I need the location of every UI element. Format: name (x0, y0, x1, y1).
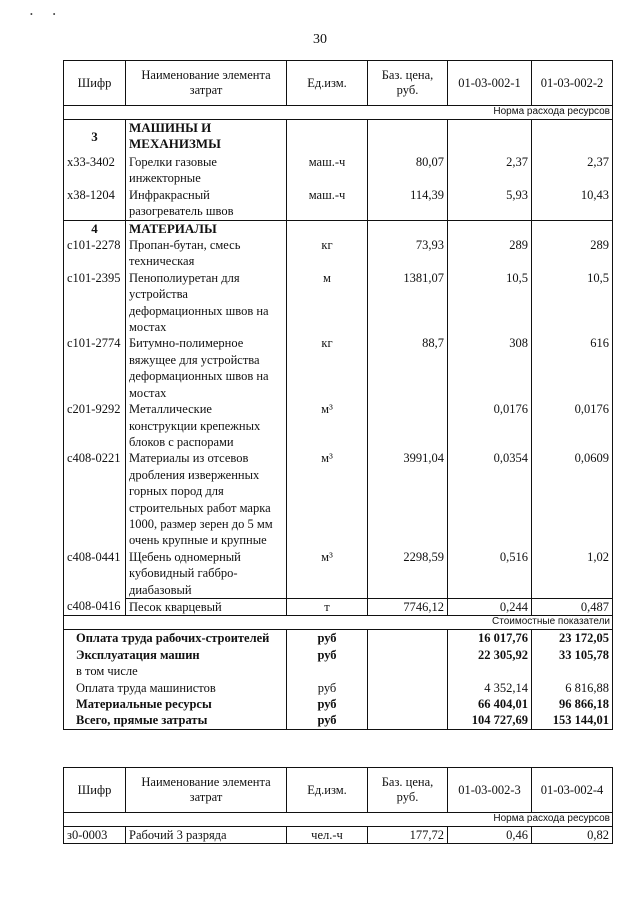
header-price: Баз. цена, руб. (368, 768, 448, 813)
total-unit: руб (287, 680, 368, 696)
norm-label-row (64, 106, 613, 120)
row-price: 177,72 (368, 827, 448, 844)
row-unit: чел.-ч (287, 827, 368, 844)
total-name: Всего, прямые затраты (64, 712, 287, 729)
section-row (64, 220, 613, 237)
total-name: Материальные ресурсы (64, 696, 287, 712)
row-code: с201-9292 (64, 401, 126, 450)
total-row (64, 647, 613, 663)
header-col-a: 01-03-002-1 (448, 61, 532, 106)
total-row (64, 680, 613, 696)
row-code: с408-0416 (64, 598, 126, 615)
total-value-b: 23 172,05 (532, 630, 613, 647)
row-value-b: 616 (532, 335, 613, 401)
header-name: Наименование элемента затрат (126, 61, 287, 106)
norm-label: Норма расхода ресурсов (64, 813, 613, 827)
row-unit: м³ (287, 549, 368, 599)
total-unit: руб (287, 647, 368, 663)
row-name: Битумно-полимерное вяжущее для устройства деформационных швов на мостах (126, 335, 287, 401)
row-value-a: 2,37 (448, 154, 532, 187)
total-unit: руб (287, 630, 368, 647)
row-name: Инфракрасный разогреватель швов (126, 187, 287, 220)
row-price: 88,7 (368, 335, 448, 401)
header-unit: Ед.изм. (287, 768, 368, 813)
page-number: 30 (313, 32, 327, 47)
row-name: Рабочий 3 разряда (126, 827, 287, 844)
row-unit: м³ (287, 450, 368, 548)
total-unit: руб (287, 696, 368, 712)
total-row (64, 696, 613, 712)
row-value-b: 10,5 (532, 270, 613, 336)
row-value-b: 0,82 (532, 827, 613, 844)
total-value-a: 4 352,14 (448, 680, 532, 696)
row-unit: маш.-ч (287, 187, 368, 220)
row-unit: м³ (287, 401, 368, 450)
row-price: 3991,04 (368, 450, 448, 548)
row-unit: м (287, 270, 368, 336)
table-row (64, 270, 613, 336)
header-col-a: 01-03-002-3 (448, 768, 532, 813)
header-price: Баз. цена, руб. (368, 61, 448, 106)
row-name: Песок кварцевый (126, 598, 287, 615)
total-value-b: 153 144,01 (532, 712, 613, 729)
row-value-b: 0,0609 (532, 450, 613, 548)
total-row (64, 630, 613, 647)
row-value-a: 0,0176 (448, 401, 532, 450)
row-code: х38-1204 (64, 187, 126, 220)
header-code: Шифр (64, 61, 126, 106)
total-name: Эксплуатация машин (64, 647, 287, 663)
row-value-a: 308 (448, 335, 532, 401)
total-value-a: 104 727,69 (448, 712, 532, 729)
total-value-b: 33 105,78 (532, 647, 613, 663)
cost-label-row (64, 616, 613, 630)
section-title: МАШИНЫ И МЕХАНИЗМЫ (126, 120, 287, 155)
row-code: с101-2278 (64, 237, 126, 270)
row-name: Материалы из отсевов дробления изверженных горных пород для строительных работ марка 1000, размер зерен до 5 мм очень крупные и крупные (126, 450, 287, 548)
total-value-a: 66 404,01 (448, 696, 532, 712)
row-code: с408-0441 (64, 549, 126, 599)
row-price: 1381,07 (368, 270, 448, 336)
resource-table-2 (63, 767, 613, 844)
row-code: с101-2395 (64, 270, 126, 336)
header-unit: Ед.изм. (287, 61, 368, 106)
row-price: 73,93 (368, 237, 448, 270)
row-name: Металлические конструкции крепежных блоков с распорами (126, 401, 287, 450)
row-code: х33-3402 (64, 154, 126, 187)
table-row (64, 827, 613, 844)
table-row (64, 401, 613, 450)
table-row (64, 598, 613, 615)
total-row (64, 712, 613, 729)
table-row (64, 335, 613, 401)
total-name: Оплата труда машинистов (64, 680, 287, 696)
row-value-b: 1,02 (532, 549, 613, 599)
row-price: 7746,12 (368, 598, 448, 615)
total-unit: руб (287, 712, 368, 729)
row-price: 80,07 (368, 154, 448, 187)
table-header-row (64, 61, 613, 106)
row-name: Щебень одномерный кубовидный габбро-диабазовый (126, 549, 287, 599)
norm-label: Норма расхода ресурсов (64, 106, 613, 120)
row-value-b: 0,487 (532, 598, 613, 615)
table-row (64, 450, 613, 548)
cost-label: Стоимостные показатели (64, 616, 613, 630)
resource-table-1 (63, 60, 613, 730)
section-title: МАТЕРИАЛЫ (126, 220, 287, 237)
row-price: 2298,59 (368, 549, 448, 599)
row-value-a: 289 (448, 237, 532, 270)
table-row (64, 549, 613, 599)
table-row (64, 237, 613, 270)
header-col-b: 01-03-002-4 (532, 768, 613, 813)
row-name: Пропан-бутан, смесь техническая (126, 237, 287, 270)
row-value-b: 10,43 (532, 187, 613, 220)
total-value-b: 6 816,88 (532, 680, 613, 696)
row-value-a: 0,516 (448, 549, 532, 599)
total-value-a: 22 305,92 (448, 647, 532, 663)
row-code: с101-2774 (64, 335, 126, 401)
row-value-b: 0,0176 (532, 401, 613, 450)
header-name: Наименование элемента затрат (126, 768, 287, 813)
section-number: 3 (64, 120, 126, 155)
section-row (64, 120, 613, 155)
row-price (368, 401, 448, 450)
total-name: в том числе (64, 663, 287, 679)
total-value-a: 16 017,76 (448, 630, 532, 647)
row-name: Горелки газовые инжекторные (126, 154, 287, 187)
scan-specks: • • (30, 10, 56, 19)
total-name: Оплата труда рабочих-строителей (64, 630, 287, 647)
row-value-b: 289 (532, 237, 613, 270)
row-code: с408-0221 (64, 450, 126, 548)
row-name: Пенополиуретан для устройства деформационных швов на мостах (126, 270, 287, 336)
section-number: 4 (64, 220, 126, 237)
norm-label-row (64, 813, 613, 827)
table-row (64, 154, 613, 187)
total-row (64, 663, 613, 679)
row-value-a: 0,244 (448, 598, 532, 615)
row-value-a: 10,5 (448, 270, 532, 336)
row-value-a: 0,46 (448, 827, 532, 844)
total-value-b: 96 866,18 (532, 696, 613, 712)
row-unit: т (287, 598, 368, 615)
row-value-b: 2,37 (532, 154, 613, 187)
row-unit: кг (287, 335, 368, 401)
header-col-b: 01-03-002-2 (532, 61, 613, 106)
row-unit: маш.-ч (287, 154, 368, 187)
table-row (64, 187, 613, 220)
row-unit: кг (287, 237, 368, 270)
table-header-row (64, 768, 613, 813)
row-price: 114,39 (368, 187, 448, 220)
row-code: з0-0003 (64, 827, 126, 844)
row-value-a: 5,93 (448, 187, 532, 220)
row-value-a: 0,0354 (448, 450, 532, 548)
header-code: Шифр (64, 768, 126, 813)
